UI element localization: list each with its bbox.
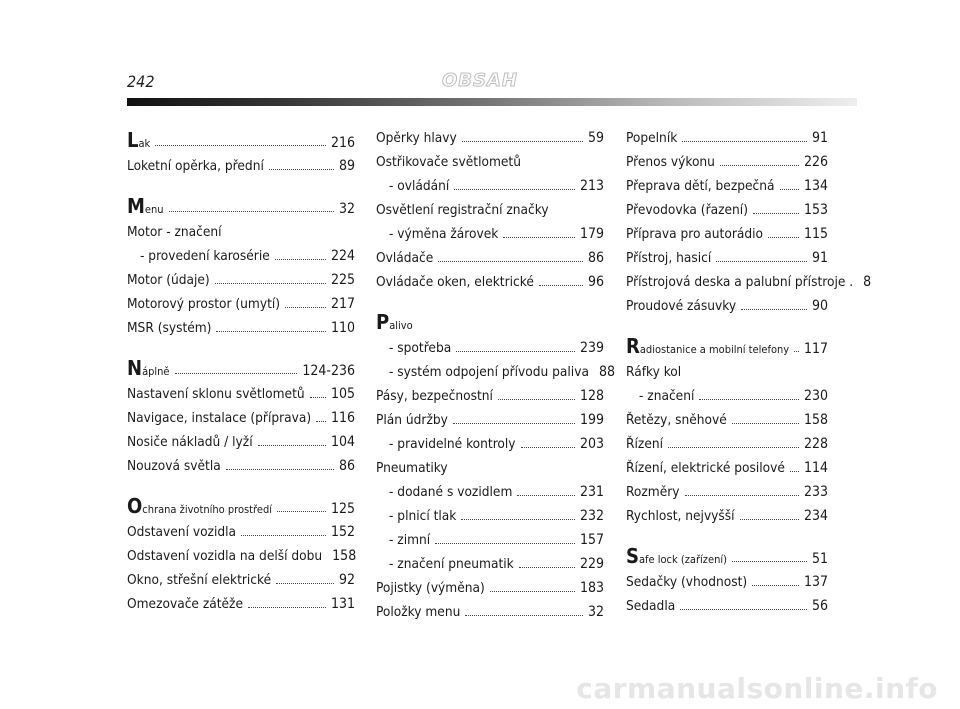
entry-text: chrana životního prostředí xyxy=(142,503,272,516)
entry-page-number: 32 xyxy=(587,604,604,620)
entry-label xyxy=(626,294,736,318)
entry-text: Ráfky kol xyxy=(626,364,682,380)
entry-page-number: 90 xyxy=(811,298,828,314)
index-entry xyxy=(376,384,604,408)
leader-dots xyxy=(498,399,575,400)
index-entry xyxy=(626,198,828,222)
index-entry xyxy=(626,570,828,594)
entry-text: Motor - značení xyxy=(127,224,222,240)
index-entry xyxy=(376,222,604,246)
entry-page-number: 199 xyxy=(579,412,604,428)
leader-dots xyxy=(740,519,799,520)
entry-text: Omezovače zátěže xyxy=(127,596,244,612)
entry-label xyxy=(376,174,449,198)
entry-label xyxy=(376,360,589,384)
entry-text: Přenos výkonu xyxy=(626,154,715,170)
section-initial: O xyxy=(127,494,143,518)
entry-text: Přístroj, hasicí xyxy=(626,250,712,266)
entry-text: - provedení karosérie xyxy=(140,248,270,264)
entry-label xyxy=(626,270,853,294)
index-entry xyxy=(376,198,604,222)
entry-page-number: 152 xyxy=(330,524,355,540)
entry-page-number: 134 xyxy=(803,178,828,194)
leader-dots xyxy=(682,141,807,142)
entry-label xyxy=(376,126,457,150)
entry-text: Položky menu xyxy=(376,604,461,620)
entry-text: Motorový prostor (umytí) xyxy=(127,296,281,312)
entry-page-number: 239 xyxy=(579,340,604,356)
entry-page-number: 225 xyxy=(330,272,355,288)
entry-label xyxy=(376,600,460,624)
index-entry xyxy=(127,544,355,568)
entry-text: Ostřikovače světlometů xyxy=(376,154,521,170)
index-entry xyxy=(127,220,355,244)
index-entry xyxy=(376,504,604,528)
entry-label xyxy=(626,150,715,174)
entry-text: Odstavení vozidla xyxy=(127,524,237,540)
index-entry xyxy=(127,454,355,478)
entry-text: Sedačky (vhodnost) xyxy=(626,574,748,590)
watermark: carmanualsonline.info xyxy=(576,672,938,705)
section-initial: N xyxy=(127,356,143,380)
entry-text: Pásy, bezpečnostní xyxy=(376,388,493,404)
entry-text: - pravidelné kontroly xyxy=(389,436,516,452)
entry-page-number: 213 xyxy=(579,178,604,194)
entry-text: Sedadla xyxy=(626,598,676,614)
index-entry xyxy=(127,268,355,292)
entry-page-number: 230 xyxy=(803,388,828,404)
entry-label xyxy=(626,126,677,150)
entry-text: Řetězy, sněhové xyxy=(626,412,727,428)
leader-dots xyxy=(275,259,326,260)
entry-page-number: 116 xyxy=(330,410,355,426)
entry-page-number: 216 xyxy=(330,135,355,151)
index-entry xyxy=(376,456,604,480)
leader-dots xyxy=(258,445,326,446)
leader-dots xyxy=(438,261,583,262)
entry-text: Přeprava dětí, bezpečná xyxy=(626,178,775,194)
entry-text: Nosiče nákladů / lyží xyxy=(127,434,253,450)
entry-text: enu xyxy=(144,203,164,216)
entry-page-number: 179 xyxy=(579,226,604,242)
entry-page-number: 183 xyxy=(579,580,604,596)
leader-dots xyxy=(155,145,326,146)
index-entry xyxy=(376,126,604,150)
leader-dots xyxy=(453,423,575,424)
entry-text: Okno, střešní elektrické xyxy=(127,572,272,588)
entry-page-number: 125 xyxy=(330,501,355,517)
leader-dots xyxy=(732,561,807,562)
entry-label xyxy=(127,244,270,268)
entry-text: - ovládání xyxy=(389,178,450,194)
index-entry xyxy=(127,316,355,340)
index-entry xyxy=(127,406,355,430)
entry-text: Motor (údaje) xyxy=(127,272,210,288)
entry-page-number: 56 xyxy=(811,598,828,614)
entry-text: Pneumatiky xyxy=(376,460,448,476)
entry-label xyxy=(127,268,210,292)
entry-label xyxy=(127,292,280,316)
entry-page-number: 32 xyxy=(338,201,355,217)
entry-label xyxy=(376,246,433,270)
index-entry xyxy=(127,354,355,382)
entry-page-number: 104 xyxy=(330,434,355,450)
entry-label xyxy=(376,198,549,222)
entry-text: Ovládače xyxy=(376,250,434,266)
header-rule xyxy=(127,98,857,106)
index-entry xyxy=(376,600,604,624)
entry-page-number: 115 xyxy=(803,226,828,242)
leader-dots xyxy=(668,447,799,448)
leader-dots xyxy=(435,543,575,544)
index-column-3 xyxy=(626,126,872,618)
leader-dots xyxy=(216,331,325,332)
page-number: 242 xyxy=(127,72,155,91)
entry-text: Nastavení sklonu světlometů xyxy=(127,386,305,402)
leader-dots xyxy=(539,285,583,286)
entry-page-number: 157 xyxy=(579,532,604,548)
leader-dots xyxy=(732,423,799,424)
entry-label xyxy=(626,408,727,432)
leader-dots xyxy=(753,213,799,214)
index-entry xyxy=(376,150,604,174)
leader-dots xyxy=(794,351,799,352)
entry-text: Navigace, instalace (příprava) xyxy=(127,410,312,426)
entry-page-number: 231 xyxy=(579,484,604,500)
entry-page-number: 91 xyxy=(811,130,828,146)
section-initial: S xyxy=(626,544,639,568)
leader-dots xyxy=(521,447,575,448)
index-entry xyxy=(376,270,604,294)
leader-dots xyxy=(175,373,298,374)
entry-text: ak xyxy=(138,137,151,150)
entry-text: - plnicí tlak xyxy=(389,508,457,524)
index-entry xyxy=(376,174,604,198)
entry-label xyxy=(626,504,735,528)
entry-text: Loketní opěrka, přední xyxy=(127,158,264,174)
entry-text: Rozměry xyxy=(626,484,680,500)
entry-page-number: 229 xyxy=(579,556,604,572)
entry-label xyxy=(626,198,748,222)
entry-text: alivo xyxy=(389,319,413,332)
index-entry xyxy=(376,552,604,576)
entry-page-number: 158 xyxy=(803,412,828,428)
entry-label xyxy=(127,220,222,244)
entry-label xyxy=(376,456,448,480)
entry-page-number: 8 xyxy=(863,274,872,290)
entry-page-number: 124-236 xyxy=(302,363,355,379)
index-entry xyxy=(626,222,828,246)
entry-text: Pojistky (výměna) xyxy=(376,580,485,596)
leader-dots xyxy=(503,237,575,238)
entry-label xyxy=(376,528,430,552)
index-entry xyxy=(127,430,355,454)
index-entry xyxy=(626,504,828,528)
entry-label xyxy=(626,570,747,594)
entry-page-number: 131 xyxy=(330,596,355,612)
leader-dots xyxy=(169,211,334,212)
leader-dots xyxy=(685,495,799,496)
entry-text: Řízení xyxy=(626,436,663,452)
entry-label xyxy=(376,384,493,408)
index-entry xyxy=(376,432,604,456)
entry-text: - dodané s vozidlem xyxy=(389,484,513,500)
index-entry xyxy=(626,432,828,456)
index-entry xyxy=(626,150,828,174)
entry-label xyxy=(626,222,763,246)
entry-label xyxy=(376,336,451,360)
entry-text: adiostanice a mobilní telefony xyxy=(639,343,790,356)
leader-dots xyxy=(226,469,334,470)
leader-dots xyxy=(316,421,326,422)
index-entry xyxy=(376,246,604,270)
entry-page-number: 153 xyxy=(803,202,828,218)
leader-dots xyxy=(269,169,334,170)
entry-page-number: 88 xyxy=(598,364,615,380)
entry-label xyxy=(127,406,311,430)
entry-text: Popelník xyxy=(626,130,678,146)
entry-label xyxy=(376,270,534,294)
entry-text: Přístrojová deska a palubní přístroje . xyxy=(626,274,854,290)
index-entry xyxy=(626,174,828,198)
leader-dots xyxy=(517,495,575,496)
entry-text: Osvětlení registrační značky xyxy=(376,202,549,218)
index-entry xyxy=(626,594,828,618)
entry-page-number: 96 xyxy=(587,274,604,290)
leader-dots xyxy=(519,567,575,568)
entry-page-number: 110 xyxy=(330,320,355,336)
leader-dots xyxy=(241,535,326,536)
entry-label xyxy=(376,150,521,174)
entry-label xyxy=(626,360,681,384)
entry-page-number: 59 xyxy=(587,130,604,146)
leader-dots xyxy=(465,615,583,616)
index-entry xyxy=(127,592,355,616)
leader-dots xyxy=(780,189,799,190)
entry-label xyxy=(127,316,211,340)
entry-text: - spotřeba xyxy=(389,340,452,356)
section-initial: P xyxy=(376,310,390,334)
index-entry xyxy=(127,192,355,220)
entry-label xyxy=(626,456,785,480)
entry-page-number: 92 xyxy=(338,572,355,588)
index-entry xyxy=(376,336,604,360)
entry-text: MSR (systém) xyxy=(127,320,212,336)
section-initial: R xyxy=(626,334,640,358)
index-entry xyxy=(376,576,604,600)
entry-text: áplně xyxy=(142,365,170,378)
entry-text: - značení pneumatik xyxy=(389,556,514,572)
entry-page-number: 137 xyxy=(803,574,828,590)
leader-dots xyxy=(277,511,326,512)
index-entry xyxy=(626,542,828,570)
entry-text: afe lock (zařízení) xyxy=(638,553,727,566)
entry-label xyxy=(127,520,236,544)
leader-dots xyxy=(680,609,807,610)
section-initial: L xyxy=(127,128,139,152)
entry-label xyxy=(376,432,516,456)
leader-dots xyxy=(490,591,575,592)
leader-dots xyxy=(768,237,799,238)
leader-dots xyxy=(716,261,807,262)
index-entry xyxy=(626,270,872,294)
entry-page-number: 232 xyxy=(579,508,604,524)
entry-label xyxy=(127,430,253,454)
leader-dots xyxy=(461,519,575,520)
entry-page-number: 51 xyxy=(811,551,828,567)
entry-label xyxy=(626,384,694,408)
entry-page-number: 203 xyxy=(579,436,604,452)
leader-dots xyxy=(454,189,575,190)
entry-label xyxy=(626,594,675,618)
entry-label xyxy=(376,480,512,504)
entry-page-number: 114 xyxy=(803,460,828,476)
index-entry xyxy=(376,308,604,336)
entry-text: Příprava pro autorádio xyxy=(626,226,763,242)
entry-label xyxy=(376,222,498,246)
entry-page-number: 224 xyxy=(330,248,355,264)
index-entry xyxy=(626,332,828,360)
index-entry xyxy=(376,528,604,552)
index-entry xyxy=(127,292,355,316)
index-entry xyxy=(626,480,828,504)
leader-dots xyxy=(790,471,799,472)
entry-page-number: 234 xyxy=(803,508,828,524)
leader-dots xyxy=(248,607,326,608)
entry-label xyxy=(127,592,243,616)
entry-text: - zimní xyxy=(389,532,431,548)
entry-label xyxy=(127,544,322,568)
entry-text: Opěrky hlavy xyxy=(376,130,457,146)
index-entry xyxy=(127,154,355,178)
entry-label xyxy=(376,408,448,432)
leader-dots xyxy=(741,309,807,310)
entry-page-number: 117 xyxy=(803,341,828,357)
entry-page-number: 228 xyxy=(803,436,828,452)
entry-text: Proudové zásuvky xyxy=(626,298,737,314)
section-initial: M xyxy=(127,194,145,218)
index-entry xyxy=(376,408,604,432)
index-entry xyxy=(127,382,355,406)
index-entry xyxy=(376,360,615,384)
index-entry xyxy=(626,384,828,408)
entry-text: Plán údržby xyxy=(376,412,448,428)
entry-page-number: 105 xyxy=(330,386,355,402)
index-column-1 xyxy=(127,126,355,616)
entry-text: Převodovka (řazení) xyxy=(626,202,748,218)
entry-page-number: 226 xyxy=(803,154,828,170)
entry-label xyxy=(626,174,775,198)
index-entry xyxy=(127,568,355,592)
entry-page-number: 233 xyxy=(803,484,828,500)
entry-label xyxy=(127,454,221,478)
index-entry xyxy=(626,126,828,150)
entry-label xyxy=(626,480,680,504)
entry-text: - výměna žárovek xyxy=(389,226,499,242)
entry-text: Ovládače oken, elektrické xyxy=(376,274,534,290)
entry-label xyxy=(376,504,456,528)
entry-page-number: 217 xyxy=(330,296,355,312)
entry-text: Odstavení vozidla na delší dobu xyxy=(127,548,323,564)
entry-page-number: 158 xyxy=(332,548,357,564)
entry-text: - značení xyxy=(639,388,695,404)
leader-dots xyxy=(720,165,799,166)
entry-label xyxy=(626,432,663,456)
entry-label xyxy=(626,246,711,270)
index-entry xyxy=(626,408,828,432)
entry-label xyxy=(127,568,271,592)
entry-text: Řízení, elektrické posilové xyxy=(626,460,785,476)
leader-dots xyxy=(276,583,334,584)
leader-dots xyxy=(285,307,326,308)
entry-text: - systém odpojení přívodu paliva xyxy=(389,364,589,380)
index-entry xyxy=(626,456,828,480)
entry-label xyxy=(376,576,485,600)
entry-page-number: 91 xyxy=(811,250,828,266)
page-title: OBSAH xyxy=(442,70,518,91)
entry-label xyxy=(127,154,264,178)
index-entry xyxy=(127,244,355,268)
entry-page-number: 128 xyxy=(579,388,604,404)
leader-dots xyxy=(215,283,326,284)
index-entry xyxy=(127,492,355,520)
entry-page-number: 86 xyxy=(338,458,355,474)
leader-dots xyxy=(310,397,326,398)
index-entry xyxy=(626,246,828,270)
leader-dots xyxy=(456,351,575,352)
entry-page-number: 86 xyxy=(587,250,604,266)
index-column-2 xyxy=(376,126,615,624)
index-entry xyxy=(127,126,355,154)
entry-text: Rychlost, nejvyšší xyxy=(626,508,735,524)
entry-page-number: 89 xyxy=(338,158,355,174)
leader-dots xyxy=(752,585,799,586)
entry-label xyxy=(127,382,305,406)
entry-text: Nouzová světla xyxy=(127,458,221,474)
index-entry xyxy=(376,480,604,504)
entry-label xyxy=(376,552,514,576)
index-entry xyxy=(626,294,828,318)
leader-dots xyxy=(699,399,799,400)
leader-dots xyxy=(462,141,583,142)
